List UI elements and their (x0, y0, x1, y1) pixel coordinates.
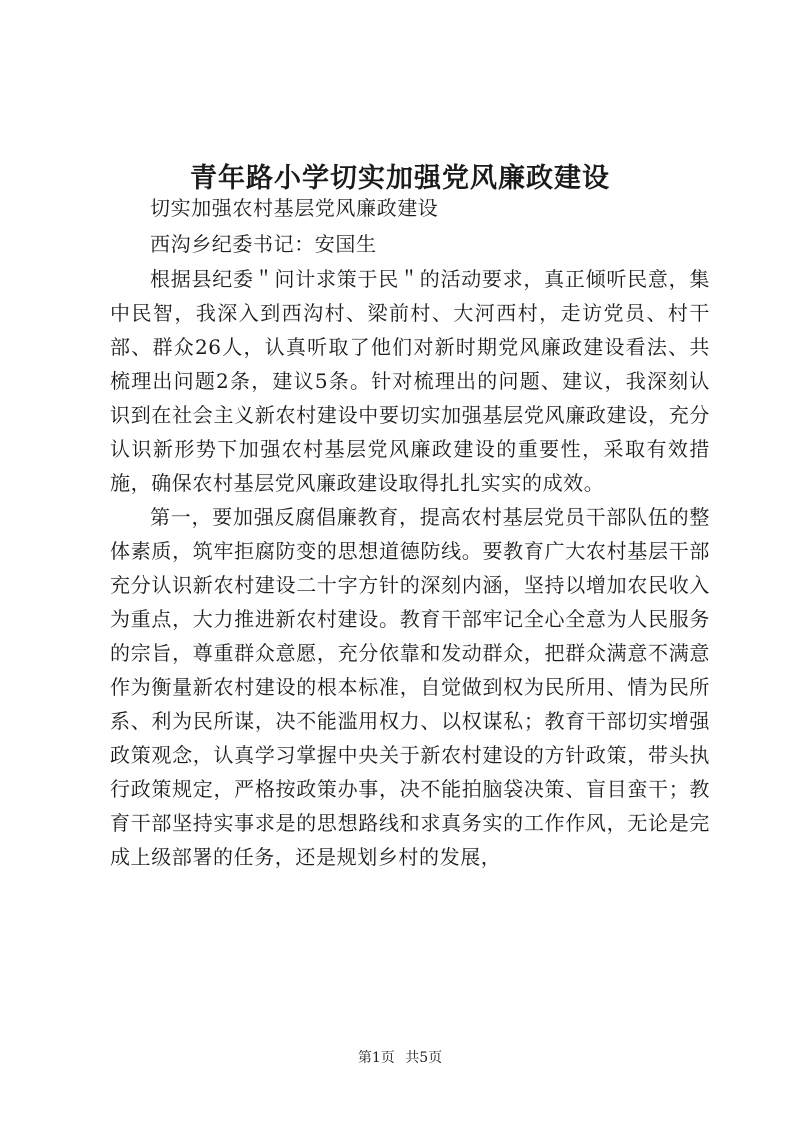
page-total: 共5页 (405, 1050, 443, 1066)
intro-paragraph: 根据县纪委＂问计求策于民＂的活动要求，真正倾听民意，集中民智，我深入到西沟村、梁前村、大河西村，走访党员、村干部、群众26人，认真听取了他们对新时期党风廉政建设看法、共梳理出问题2条，建议5条。针对梳理出的问题、建议，我深刻认识到在社会主义新农村建设中要切实加强基层党风廉政建设，充分认识新形势下加强农村基层党风廉政建设的重要性，采取有效措施，确保农村基层党风廉政建设取得扎扎实实的成效。 (110, 267, 710, 495)
document-body (110, 190, 710, 874)
page-number: 第1页 (357, 1050, 395, 1066)
first-point-paragraph: 第一，要加强反腐倡廉教育，提高农村基层党员干部队伍的整体素质，筑牢拒腐防变的思想道德防线。要教育广大农村基层干部充分认识新农村建设二十字方针的深刻内涵，坚持以增加农民收入为重点，大力推进新农村建设。教育干部牢记全心全意为人民服务的宗旨，尊重群众意愿，充分依靠和发动群众，把群众满意不满意作为衡量新农村建设的根本标准，自觉做到权为民所用、情为民所系、利为民所谋，决不能滥用权力、以权谋私；教育干部切实增强政策观念，认真学习掌握中央关于新农村建设的方针政策，带头执行政策规定，严格按政策办事，决不能拍脑袋决策、盲目蛮干；教育干部坚持实事求是的思想路线和求真务实的工作作风，无论是完成上级部署的任务，还是规划乡村的发展， (110, 505, 710, 869)
page-footer (0, 1048, 800, 1068)
subtitle-paragraph: 切实加强农村基层党风廉政建设 (150, 196, 439, 220)
document-title: 青年路小学切实加强党风廉政建设 (190, 163, 610, 195)
author-paragraph: 西沟乡纪委书记：安国生 (150, 232, 377, 256)
